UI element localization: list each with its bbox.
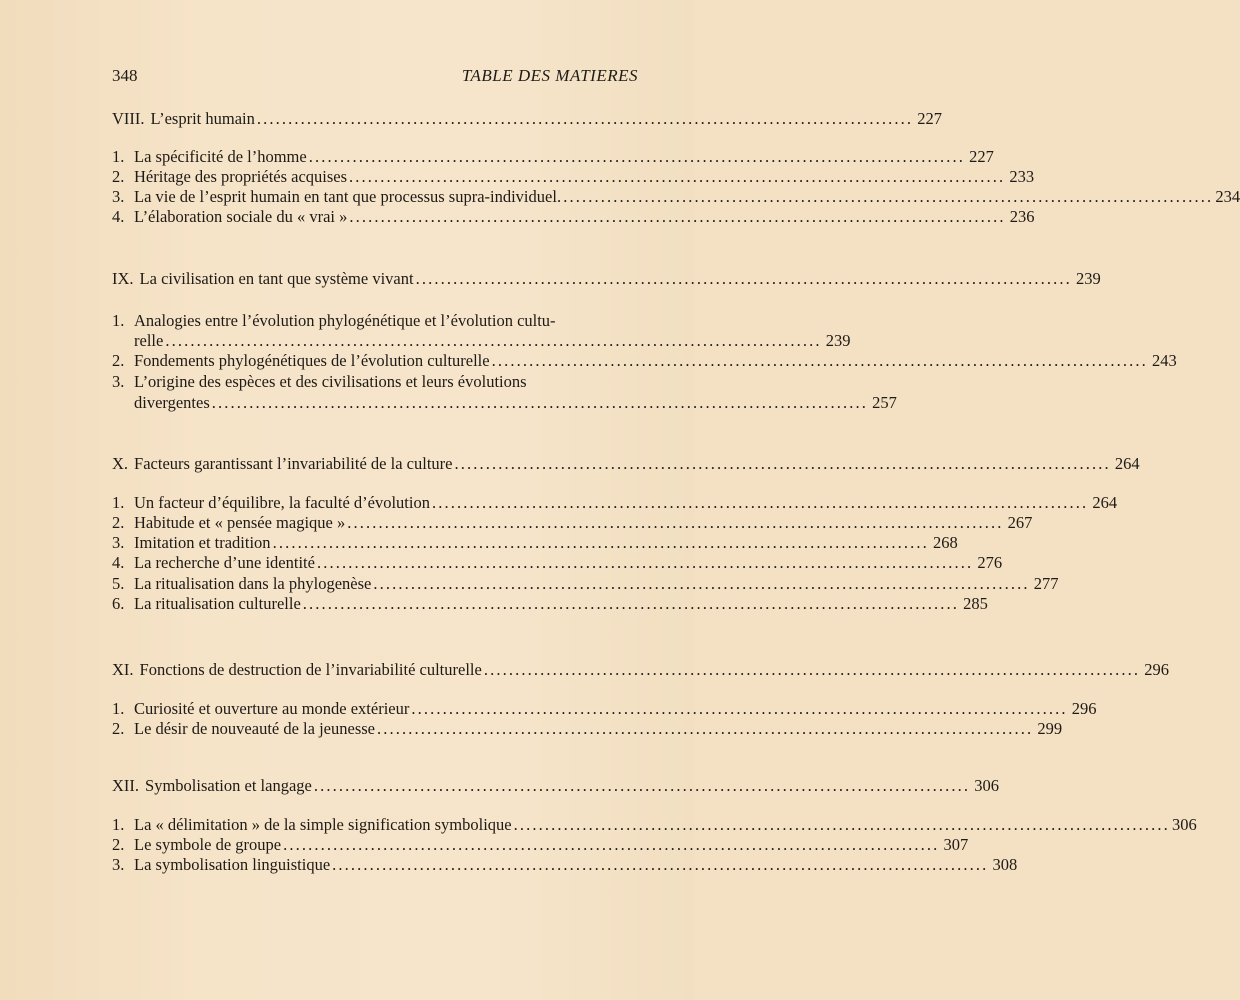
page-number: 348 [112, 66, 138, 85]
toc-entry: 1. La spécificité de l’homme . . . 227 [112, 146, 638, 168]
toc-entry: 3. La symbolisation linguistique . . . 308 [112, 854, 638, 876]
toc-chapter-viii: VIII. L’esprit humain . . . 227 [112, 108, 638, 130]
toc-entry: 1. Analogies entre l’évolution phylogénétique et l’évolution cultu- [112, 311, 556, 330]
page-header [112, 66, 638, 90]
toc-chapter-xii: XII. Symbolisation et langage . . . 306 [112, 775, 638, 797]
toc-entry: 2. Héritage des propriétés acquises . . . 233 [112, 166, 638, 188]
toc-entry-continuation: divergentes . . . 257 [112, 392, 638, 414]
running-title: TABLE DES MATIERES [461, 66, 638, 85]
toc-entry: 2. Le désir de nouveauté de la jeunesse . . . 299 [112, 718, 638, 740]
toc-chapter-xi: XI. Fonctions de destruction de l’invariabilité culturelle . . . 296 [112, 659, 638, 681]
toc-entry: 1. Curiosité et ouverture au monde extérieur . . . 296 [112, 698, 638, 720]
toc-entry-continuation: relle . . . 239 [112, 330, 638, 352]
dot-leader [257, 108, 910, 130]
toc-entry: 2. Le symbole de groupe . . . 307 [112, 834, 638, 856]
toc-entry: 5. La ritualisation dans la phylogenèse . . . 277 [112, 573, 638, 595]
toc-entry: 1. La « délimitation » de la simple signification symbolique . . . 306 [112, 814, 638, 836]
toc-entry: 3. Imitation et tradition . . . 268 [112, 532, 638, 554]
toc-entry: 2. Fondements phylogénétiques de l’évolution culturelle . . . 243 [112, 350, 638, 372]
toc-entry: 3. La vie de l’esprit humain en tant que processus supra-individuel . . . 234 [112, 186, 638, 208]
toc-entry: 1. Un facteur d’équilibre, la faculté d’évolution . . . 264 [112, 492, 638, 514]
toc-entry: 6. La ritualisation culturelle . . . 285 [112, 593, 638, 615]
toc-chapter-ix: IX. La civilisation en tant que système vivant . . . 239 [112, 268, 638, 290]
toc-entry: 3. L’origine des espèces et des civilisations et leurs évolutions [112, 372, 527, 391]
toc-entry: 4. L’élaboration sociale du « vrai » . . . 236 [112, 206, 638, 228]
toc-entry: 2. Habitude et « pensée magique » . . . 267 [112, 512, 638, 534]
toc-entry: 4. La recherche d’une identité . . . 276 [112, 552, 638, 574]
toc-chapter-x: X. Facteurs garantissant l’invariabilité de la culture . . . 264 [112, 453, 638, 475]
